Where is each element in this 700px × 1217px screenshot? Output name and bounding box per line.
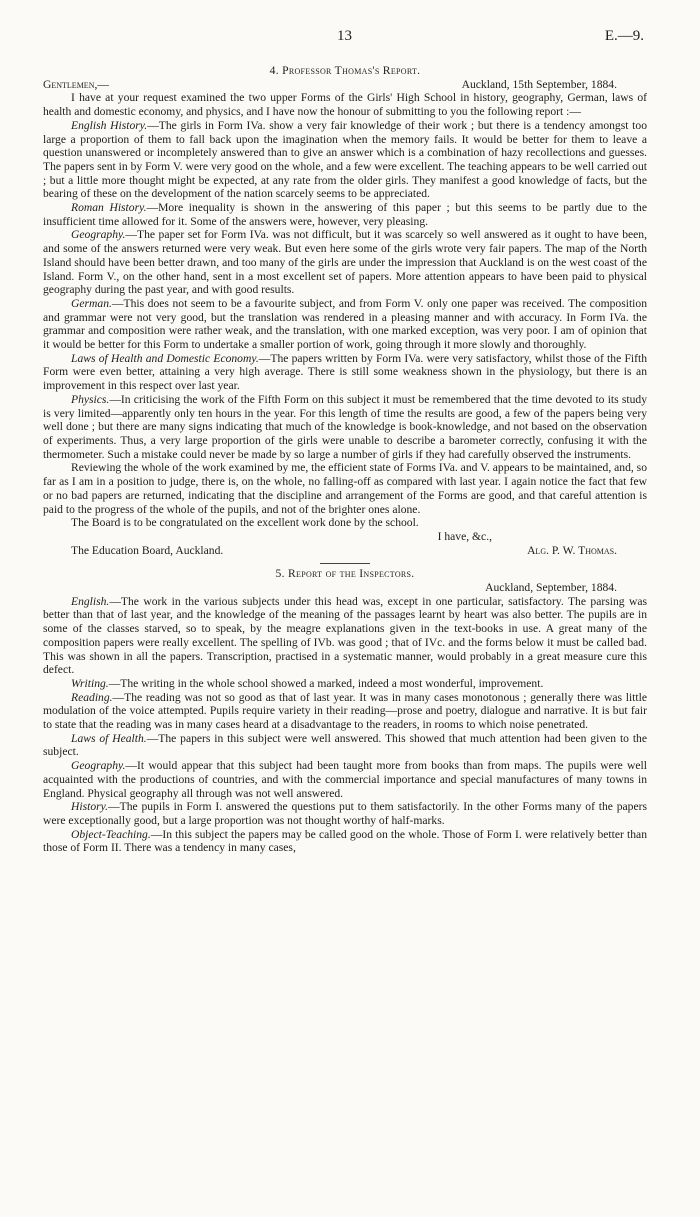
report4-paragraph-text: —In criticising the work of the Fifth Form on this subject it must be remembered that the time devoted to its study is very limited—apparently only ten hours in the year. For this length of time the results are good, a few of the papers being very well done ; but there are many signs indicating that much of the knowledge is book-knowledge, and not based on the observation of experiments. Thus, a very large proportion of the girls were unable to describe a barometer correctly, confusing it with the thermometer. Such a mistake could never be made by so large a number of girls if they had carefully observed the instruments. — [43, 392, 647, 461]
report5-paragraph-label: English. — [71, 594, 110, 608]
report5-paragraph — [43, 828, 647, 855]
report5-paragraphs — [43, 595, 647, 855]
section-divider — [320, 563, 370, 564]
report4-paragraph-label: Physics. — [71, 392, 110, 406]
report4-paragraph-text: The Board is to be congratulated on the excellent work done by the school. — [71, 516, 419, 530]
report4-addressee: The Education Board, Auckland. — [71, 543, 224, 557]
page-number: 13 — [337, 28, 352, 44]
report4-closing: I have, &c., — [437, 529, 492, 543]
report4-paragraph-text: —The girls in Form IVa. show a very fair knowledge of their work ; but there is a tendency amongst too large a proportion of them to fall back upon the imagination when the memory fails. It would be better for them to leave a question unanswered or incompletely answered than to give an answer which is a combination of hazy recollections and guesses. The papers sent in by Form V. were very good on the whole, and a few were excellent. The teaching appears to be well carried out ; but a little more thought might be expected, at any rate from the older girls. They manifest a good knowledge of facts, but the bearing of these on the development of the nation scarcely seems to be appreciated. — [43, 118, 648, 201]
report5-title: 5. Report of the Inspectors. — [275, 567, 415, 581]
report5-paragraph-text: —The work in the various subjects under this head was, except in one particular, satisfactory. The parsing was better than that of last year, and the knowledge of the meaning of the passages learnt by heart was also better. The pupils are in some of the classes starved, so to speak, by the meagre explanations given in the text-books in use. A great many of the composition papers were really excellent. The spelling of IVb. was good ; that of IVc. and the forms below it must be called bad. This was shown in all the papers. Transcription, practised in a systematic manner, would probably in a great measure cure this defect. — [43, 594, 647, 677]
report4-paragraph — [43, 461, 647, 516]
report4-salutation: Gentlemen,— — [43, 77, 109, 91]
report4-paragraph — [43, 516, 647, 530]
report5-paragraph-text: —The writing in the whole school showed a marked, indeed a most wonderful, improvement. — [108, 676, 544, 690]
report5-paragraph-label: Object-Teaching. — [71, 827, 151, 841]
report5-paragraph-text: —It would appear that this subject had been taught more from books than from maps. The pupils were well acquainted with the productions of countries, and with the commercial importance and special manufactures of many towns in England. Physical geography all through was not well answered. — [43, 759, 647, 800]
report4-signature-row — [43, 544, 647, 558]
report4-paragraph-label: Roman History. — [71, 201, 147, 215]
report5-paragraph — [43, 800, 647, 827]
report4-intro: I have at your request examined the two upper Forms of the Girls' High School in history, geography, German, laws of health and domestic economy, and physics, and I have now the honour of submitting to you the following report :— — [43, 91, 647, 119]
report4-paragraph-label: Laws of Health and Domestic Economy. — [71, 351, 259, 365]
report4-paragraph — [43, 201, 647, 228]
report4-paragraph — [43, 352, 647, 393]
report5-paragraph — [43, 677, 647, 691]
report5-paragraph — [43, 732, 647, 759]
report5-paragraph-text: —The papers in this subject were well answered. This showed that much attention had been given to the subject. — [43, 731, 647, 759]
report4-paragraph — [43, 297, 647, 352]
document-reference: E.—9. — [604, 28, 644, 44]
report5-paragraph-text: —The reading was not so good as that of last year. It was in many cases monotonous ; generally there was little modulation of the voice attempted. Pupils require variety in their reading—prose and poetry, dialogue and narrative. It is but fair to state that the reading was in many cases heard at a disadvantage to the readers, in rooms to which noise penetrated. — [43, 690, 647, 732]
report5-paragraph — [43, 759, 647, 800]
report4-address-row — [43, 78, 647, 92]
page-header — [0, 30, 700, 52]
report5-paragraph-label: Laws of Health. — [71, 731, 147, 745]
report4-paragraph — [43, 393, 647, 462]
report4-paragraph — [43, 228, 647, 297]
report4-paragraph-text: —More inequality is shown in the answering of this paper ; but this seems to be partly due to the insufficient time allowed for it. Some of the answers were, however, very pleasing. — [43, 201, 647, 228]
report4-signature: Alg. P. W. Thomas. — [527, 543, 617, 557]
report4-paragraph-label: German. — [71, 296, 112, 310]
report4-paragraph-text: —The paper set for Form IVa. was not difficult, but it was scarcely so well answered as it ought to have been, and some of the answers returned were very weak. But even here some of the girls wrote very fair papers. The map of the North Island should have been better drawn, and too many of the girls are under the impression that Auckland is on the west coast of the Island. Form V., on the other hand, sent in a most excellent set of papers. More attention appears to have been paid to physical geography during the past year, and with good results. — [43, 228, 647, 297]
report4-place-date: Auckland, 15th September, 1884. — [461, 77, 617, 91]
report4-title: 4. Professor Thomas's Report. — [269, 64, 421, 77]
report4-paragraph-text: —This does not seem to be a favourite subject, and from Form V. only one paper was received. The composition and grammar were not very good, but the translation was rendered in a pleasing manner and with accuracy. In Form IVa. the grammar and composition were rather weak, and the translation, with one marked exception, was very poor. I am of opinion that it would be better for this Form to undertake a smaller portion of work, going through it more slowly and thoroughly. — [43, 296, 647, 352]
report4-paragraph — [43, 119, 647, 201]
report5-paragraph-text: —The pupils in Form I. answered the questions put to them satisfactorily. In the other Forms many of the papers were exceptionally good, but a large proportion was not thought worthy of half-marks. — [43, 800, 647, 827]
report4-paragraph-label: Geography. — [71, 228, 126, 242]
report4-paragraph-label: English History. — [71, 118, 148, 132]
report5-paragraph-label: History. — [71, 800, 109, 814]
report5-paragraph-label: Reading. — [71, 690, 113, 704]
report5-paragraph — [43, 595, 647, 677]
report5-place-date: Auckland, September, 1884. — [485, 581, 617, 595]
report5-paragraph-text: —In this subject the papers may be called good on the whole. Those of Form I. were relatively better than those of Form II. There was a tendency in many cases, — [43, 827, 647, 855]
report5-paragraph — [43, 691, 647, 732]
report4-paragraphs — [43, 119, 647, 530]
report4-paragraph-text: Reviewing the whole of the work examined by me, the efficient state of Forms IVa. and V. appears to be maintained, and, so far as I am in a position to judge, there is, on the whole, no falling-off as compared with last year. I again notice the fact that few or no bad papers are returned, indicating that the discipline and arrangement of the Forms are good, and that careful attention is paid to the progress of the whole of the pupils, and not of the brighter ones alone. — [43, 461, 647, 516]
report5-paragraph-label: Geography. — [71, 759, 126, 773]
report4-paragraph-text: —The papers written by Form IVa. were very satisfactory, whilst those of the Fifth Form were even better, attaining a very high average. There is still some weakness shown in the physiology, but there is an improvement in this respect over last year. — [43, 351, 647, 393]
page-body — [43, 64, 647, 855]
report5-paragraph-label: Writing. — [71, 676, 109, 690]
